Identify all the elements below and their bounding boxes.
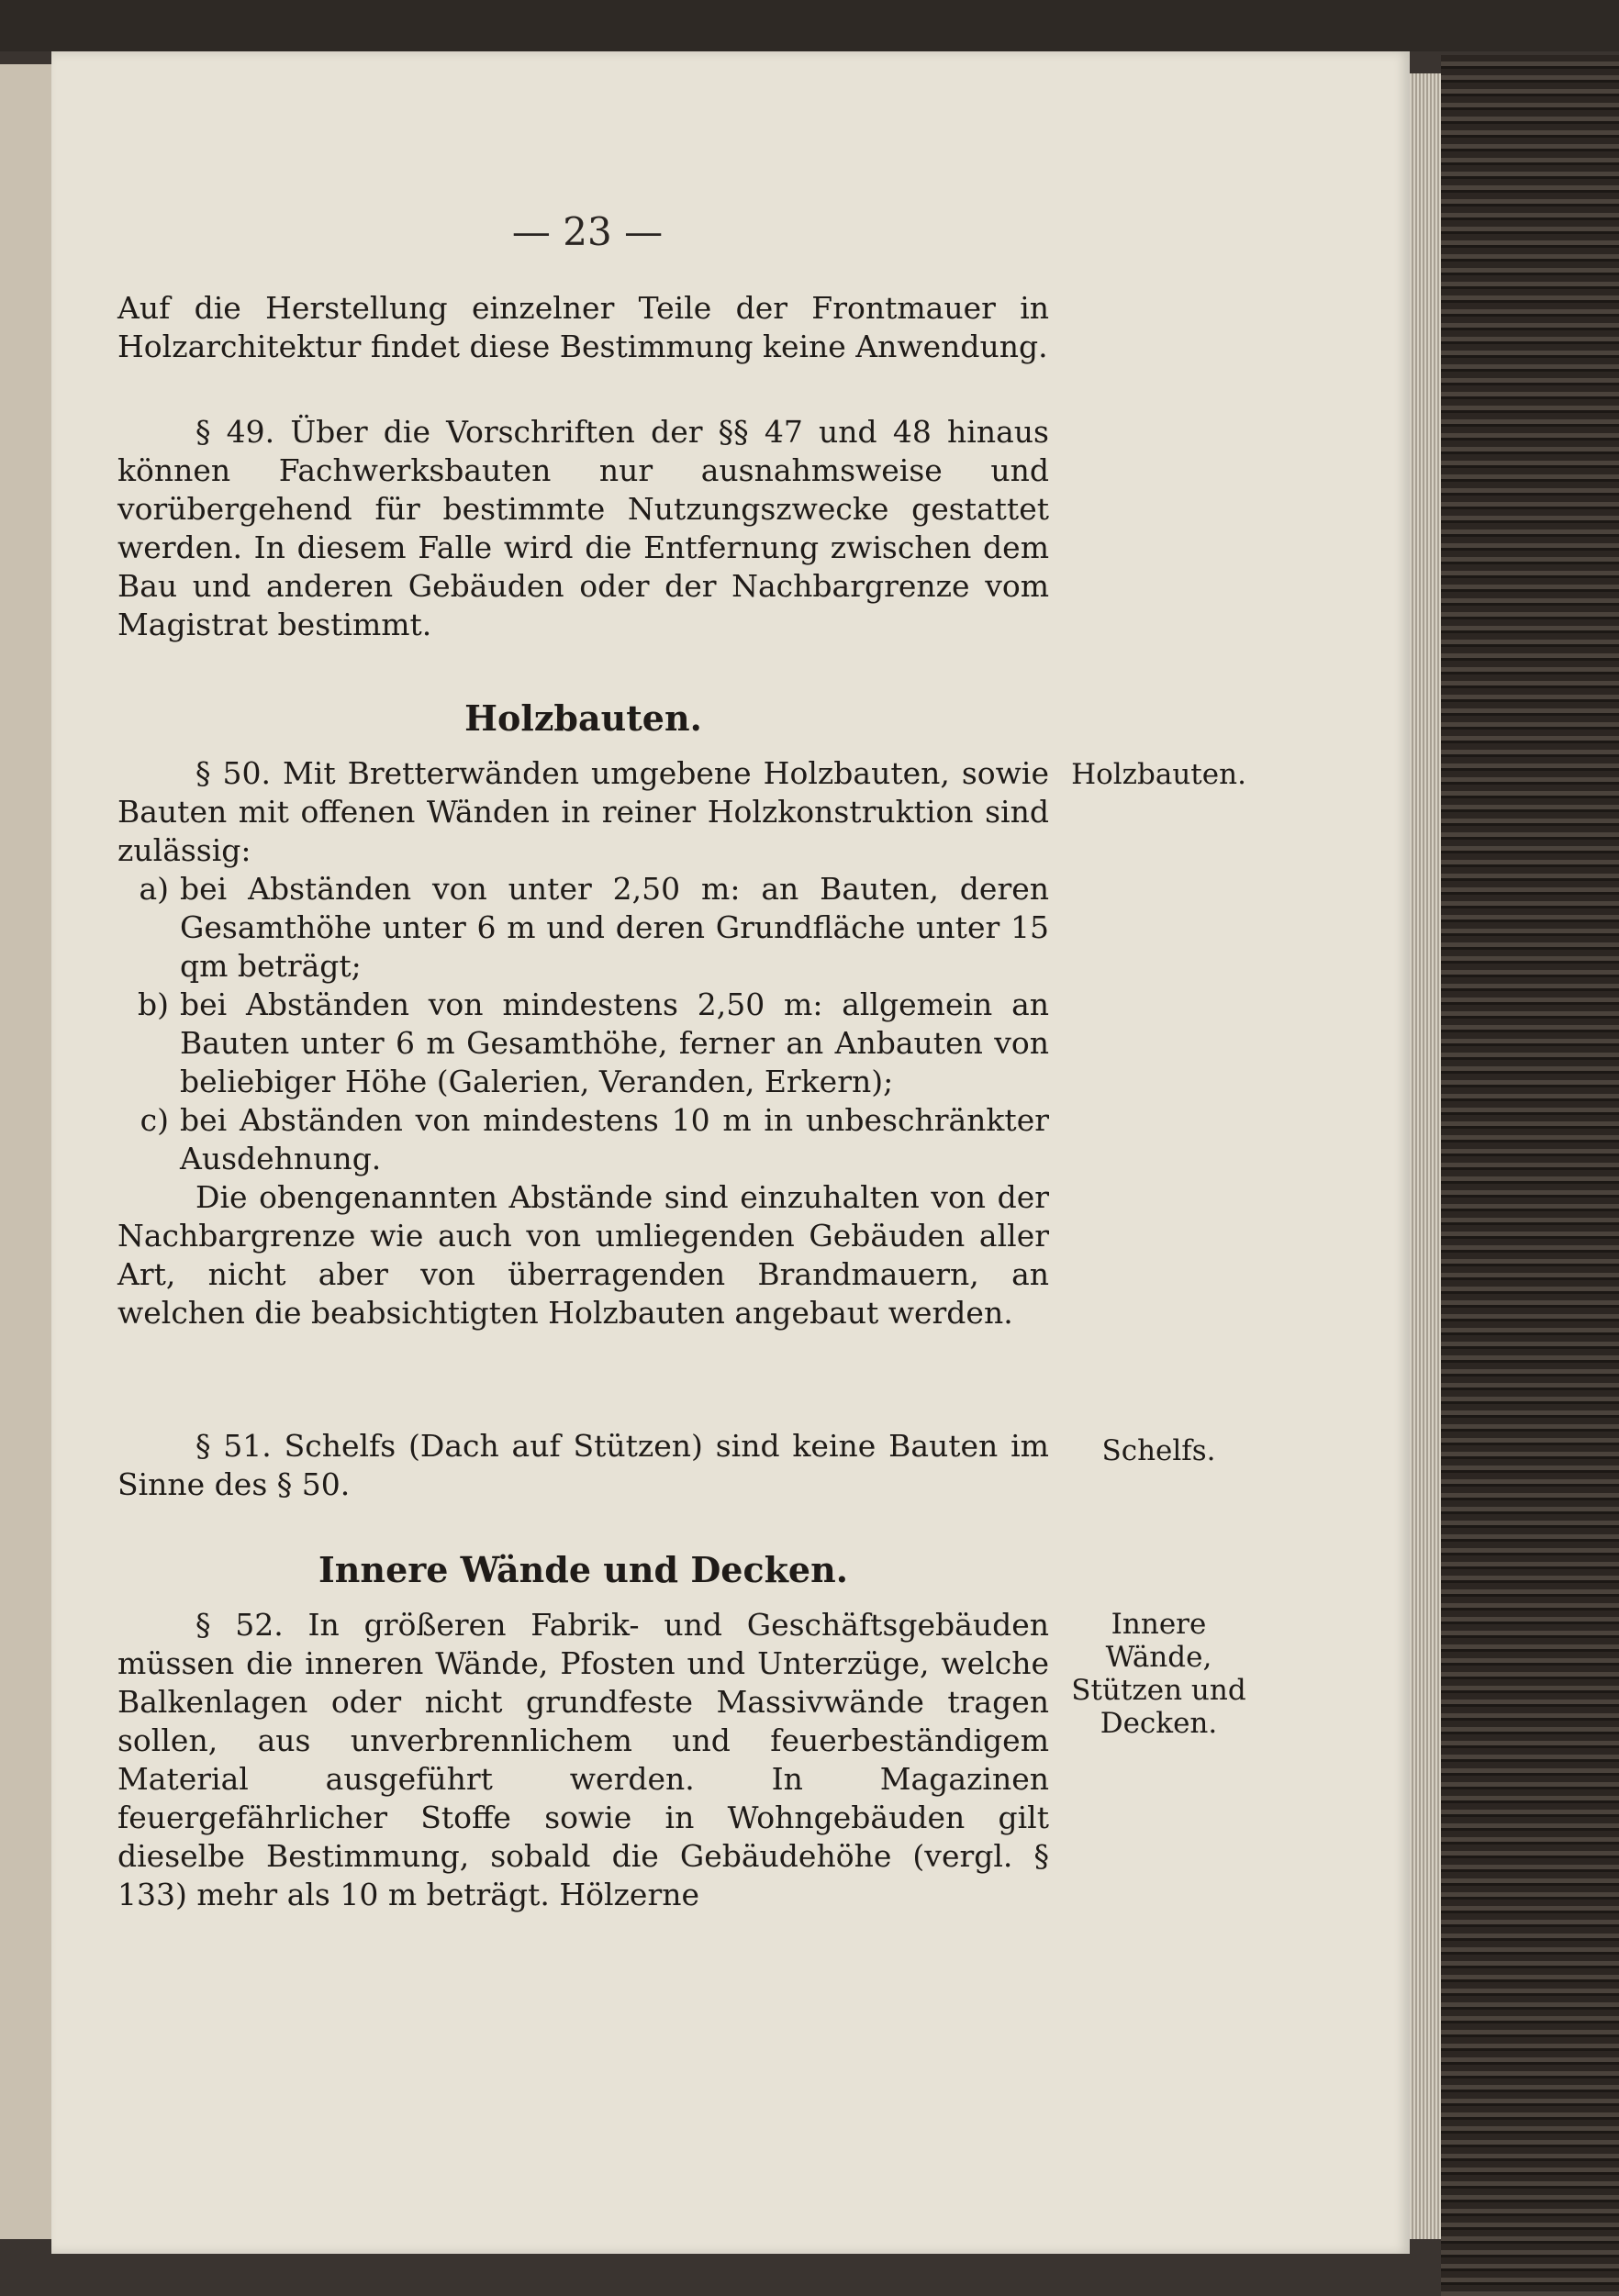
list-text: bei Abständen von mindestens 2,50 m: allgemein an Bauten unter 6 m Gesamthöhe, ferner an Anbauten von beliebiger Höhe (Galerien, Veranden, Erkern); bbox=[180, 986, 1049, 1099]
heading-holzbauten: Holzbauten. bbox=[464, 697, 702, 739]
section-51-paragraph bbox=[117, 1427, 1049, 1504]
intro-paragraph bbox=[117, 289, 1049, 366]
list-text: bei Abständen von unter 2,50 m: an Bauten, deren Gesamthöhe unter 6 m und deren Grundfläche unter 15 qm beträgt; bbox=[180, 871, 1049, 984]
heading-innere-waende: Innere Wände und Decken. bbox=[318, 1549, 848, 1590]
list-marker: c) bbox=[140, 1102, 169, 1138]
list-item bbox=[117, 1101, 1049, 1178]
section-52-number: § 52. bbox=[195, 1607, 284, 1643]
section-52-text: In größeren Fabrik- und Geschäftsgebäuden müssen die inneren Wände, Pfosten und Unterzüge, welche Balkenlagen oder nicht grundfeste Massivwände tragen sollen, aus unverbrennlichem und feuerbeständigem Material ausgeführt werden. In Magazinen feuergefährlicher Stoffe sowie in Wohngebäuden gilt dieselbe Bestimmung, sobald die Gebäudehöhe (vergl. § 133) mehr als 10 m beträgt. Hölzerne bbox=[117, 1607, 1049, 1912]
section-50-closing: Die obengenannten Abstände sind einzuhalten von der Nachbargrenze wie auch von umliegenden Gebäuden aller Art, nicht aber von überragenden Brandmauern, an welchen die beabsichtigten Holzbauten angebaut werden. bbox=[117, 1179, 1049, 1331]
section-49-paragraph bbox=[117, 413, 1049, 644]
section-50-paragraph bbox=[117, 754, 1049, 870]
section-49-number: § 49. bbox=[195, 414, 275, 450]
section-49 bbox=[117, 413, 1049, 644]
section-49-text: Über die Vorschriften der §§ 47 und 48 hinaus können Fachwerksbauten nur ausnahmsweise und vorübergehend für bestimmte Nutzungszwecke gestattet werden. In diesem Falle wird die Entfernung zwischen dem Bau und anderen Gebäuden oder der Nachbargrenze vom Magistrat bestimmt. bbox=[117, 414, 1049, 642]
margin-note-line: Stützen und bbox=[1071, 1674, 1246, 1707]
list-item bbox=[117, 986, 1049, 1101]
list-marker: a) bbox=[139, 871, 169, 907]
section-52-paragraph bbox=[117, 1606, 1049, 1914]
list-text: bei Abständen von mindestens 10 m in unbeschränkter Ausdehnung. bbox=[180, 1102, 1049, 1176]
section-50-number: § 50. bbox=[195, 755, 271, 791]
intro-text: Auf die Herstellung einzelner Teile der Frontmauer in Holzarchitektur findet diese Bestimmung keine Anwendung. bbox=[117, 290, 1049, 364]
section-50 bbox=[117, 754, 1049, 1332]
margin-note-schelfs: Schelfs. bbox=[1101, 1434, 1216, 1467]
section-51 bbox=[117, 1427, 1049, 1504]
list-item bbox=[117, 870, 1049, 986]
margin-note-holzbauten: Holzbauten. bbox=[1071, 758, 1246, 791]
margin-note-line: Innere Wände, bbox=[1105, 1608, 1212, 1674]
page-number: — 23 — bbox=[511, 209, 664, 254]
margin-note-line: Decken. bbox=[1100, 1707, 1218, 1740]
list-marker: b) bbox=[138, 986, 169, 1022]
section-52 bbox=[117, 1606, 1049, 1914]
page-fore-edge bbox=[1410, 73, 1441, 2239]
section-51-text: Schelfs (Dach auf Stützen) sind keine Bauten im Sinne des § 50. bbox=[117, 1428, 1049, 1502]
background-top bbox=[0, 0, 1619, 51]
section-50-text: Mit Bretterwänden umgebene Holzbauten, sowie Bauten mit offenen Wänden in reiner Holzkonstruktion sind zulässig: bbox=[117, 755, 1049, 868]
margin-note-innere-waende bbox=[1060, 1608, 1257, 1740]
section-51-number: § 51. bbox=[195, 1428, 272, 1464]
book-spine bbox=[1441, 55, 1619, 2296]
